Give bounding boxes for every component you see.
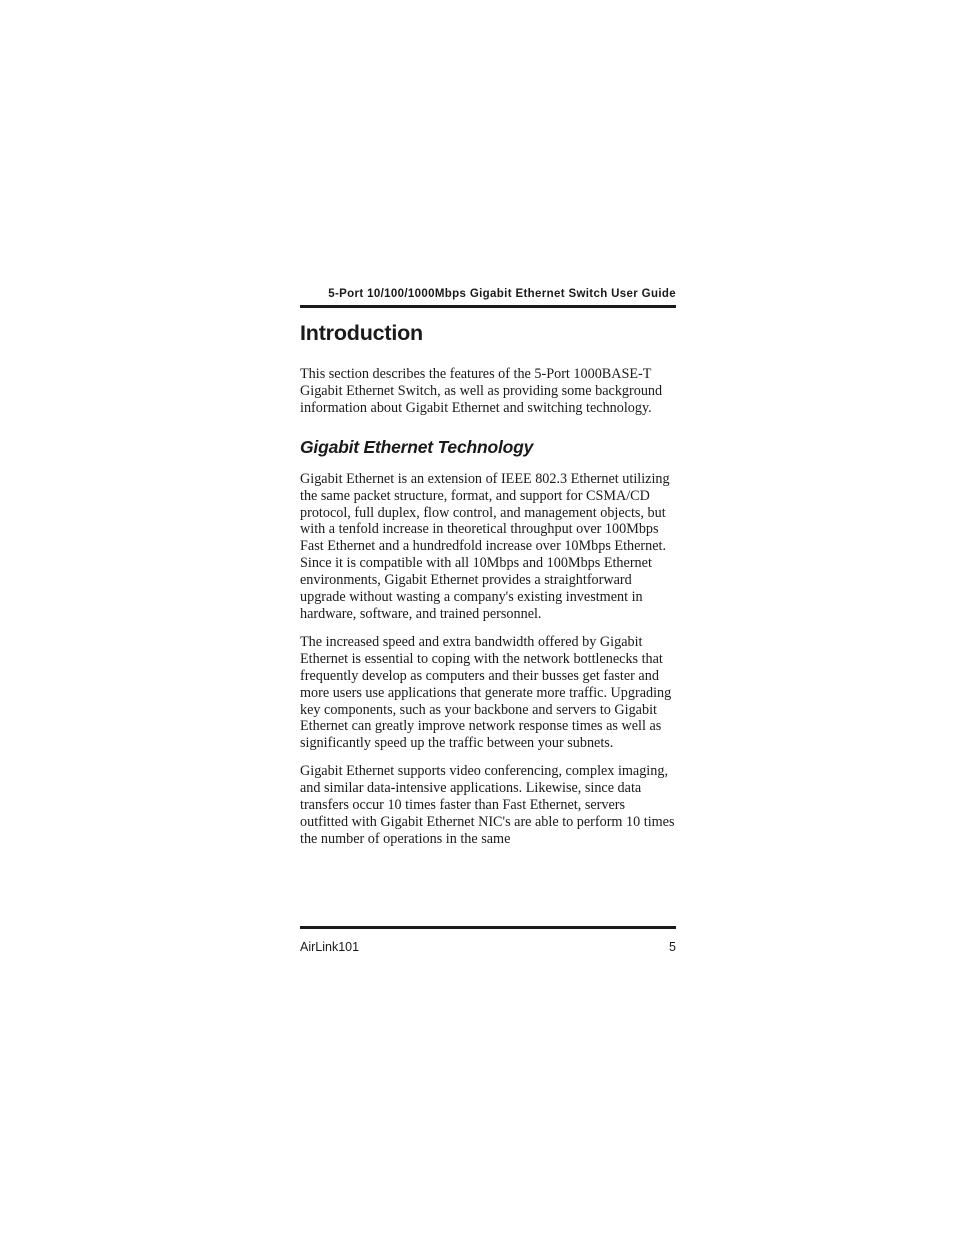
intro-paragraph: This section describes the features of the 5-Port 1000BASE-T Gigabit Ethernet Switch, as well as providing some background information about Gigabit Ethernet and switching technology. (300, 366, 663, 416)
footer-divider (300, 926, 676, 929)
running-header: 5-Port 10/100/1000Mbps Gigabit Ethernet Switch User Guide (328, 288, 676, 300)
header-divider (300, 305, 676, 308)
section-heading: Gigabit Ethernet Technology (300, 436, 534, 457)
body-paragraph: The increased speed and extra bandwidth offered by Gigabit Ethernet is essential to coping with the network bottlenecks that frequently develop as computers and their busses get faster and more users use applications that generate more traffic. Upgrading key components, such as your backbone and servers to Gigabit Ethernet can greatly improve network response times as well as significantly speed up the traffic between your subnets. (300, 633, 672, 752)
body-paragraph: Gigabit Ethernet supports video conferencing, complex imaging, and similar data-intensive applications. Likewise, since data transfers occur 10 times faster than Fast Ethernet, servers outfitted with Gigabit Ethernet NIC's are able to perform 10 times the number of operations in the same (300, 763, 675, 847)
page-content (300, 286, 676, 848)
page-number: 5 (669, 940, 676, 954)
page-title: Introduction (300, 321, 423, 345)
body-paragraph: Gigabit Ethernet is an extension of IEEE 802.3 Ethernet utilizing the same packet structure, format, and support for CSMA/CD protocol, full duplex, flow control, and management objects, but with a tenfold increase in theoretical throughput over 100Mbps Fast Ethernet and a hundredfold increase over 10Mbps Ethernet. Since it is compatible with all 10Mbps and 100Mbps Ethernet environments, Gigabit Ethernet provides a straightforward upgrade without wasting a company's existing investment in hardware, software, and trained personnel. (300, 470, 670, 622)
page-footer (300, 940, 676, 955)
footer-brand: AirLink101 (300, 940, 360, 954)
